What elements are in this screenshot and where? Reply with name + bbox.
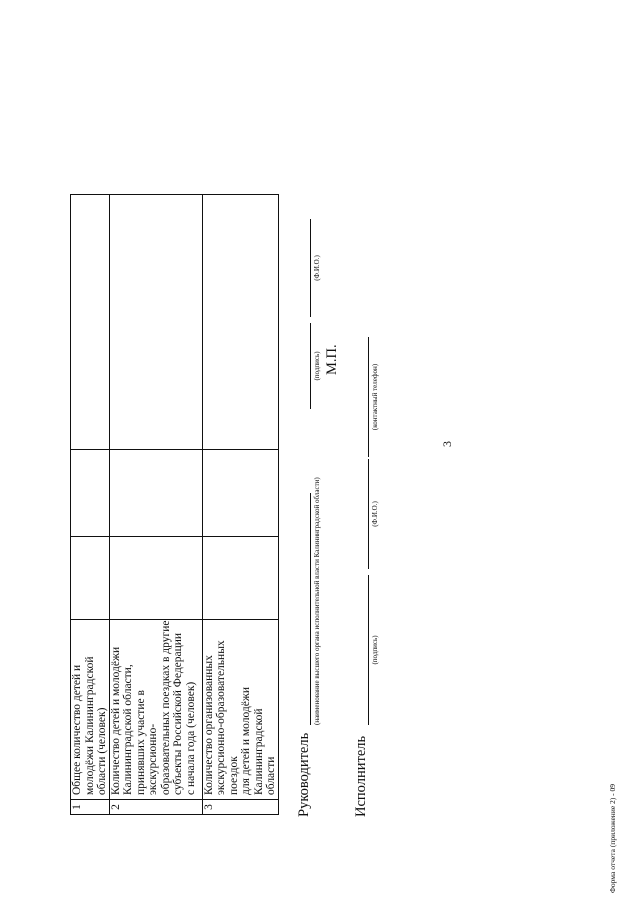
head-label: Руководитель [296, 732, 312, 817]
table-row [71, 195, 110, 815]
value-cell [109, 537, 202, 620]
value-cell [71, 450, 110, 537]
value-cell [109, 450, 202, 537]
row-number: 2 [109, 800, 202, 815]
row-number: 1 [71, 800, 110, 815]
page-number: 3 [440, 441, 454, 447]
row-label: Общее количество детей и молодёжи Калининградской области (человек) [71, 620, 110, 800]
executor-label: Исполнитель [353, 735, 369, 817]
executor-phone-line [368, 337, 369, 457]
row-number: 3 [202, 800, 278, 815]
value-cell [109, 195, 202, 450]
head-sign-caption: (подпись) [313, 351, 321, 381]
value-cell [202, 195, 278, 450]
row-label: Количество организованных экскурсионно-образовательных поездок для детей и молодёжи Калининградской области [202, 620, 278, 800]
value-cell [71, 195, 110, 450]
executor-name-caption: (Ф.И.О.) [371, 501, 379, 527]
value-cell [202, 450, 278, 537]
head-sign-line [310, 323, 311, 409]
executor-sign-line [368, 575, 369, 725]
table-row [109, 195, 202, 815]
table-row [202, 195, 278, 815]
row-label: Количество детей и молодёжи Калининградской области, принявших участие в экскурсионно- образовательных поездках в другие субъекты Российской Федерации с начала года (человек) [109, 620, 202, 800]
executor-sign-caption: (подпись) [371, 635, 379, 665]
value-cell [202, 537, 278, 620]
value-cell [71, 537, 110, 620]
executor-name-line [368, 459, 369, 569]
executor-phone-caption: (контактный телефон) [371, 363, 379, 431]
head-org-caption: (наименование высшего органа исполнительной власти Калининградской области) [313, 477, 321, 725]
head-name-caption: (Ф.И.О.) [313, 255, 321, 281]
head-org-line [310, 493, 311, 725]
stamp-mark: М.П. [324, 344, 340, 375]
head-name-line [310, 219, 311, 317]
footer-note: Форма отчета (приложение 2) - 09 [608, 783, 617, 893]
report-table [70, 194, 279, 815]
